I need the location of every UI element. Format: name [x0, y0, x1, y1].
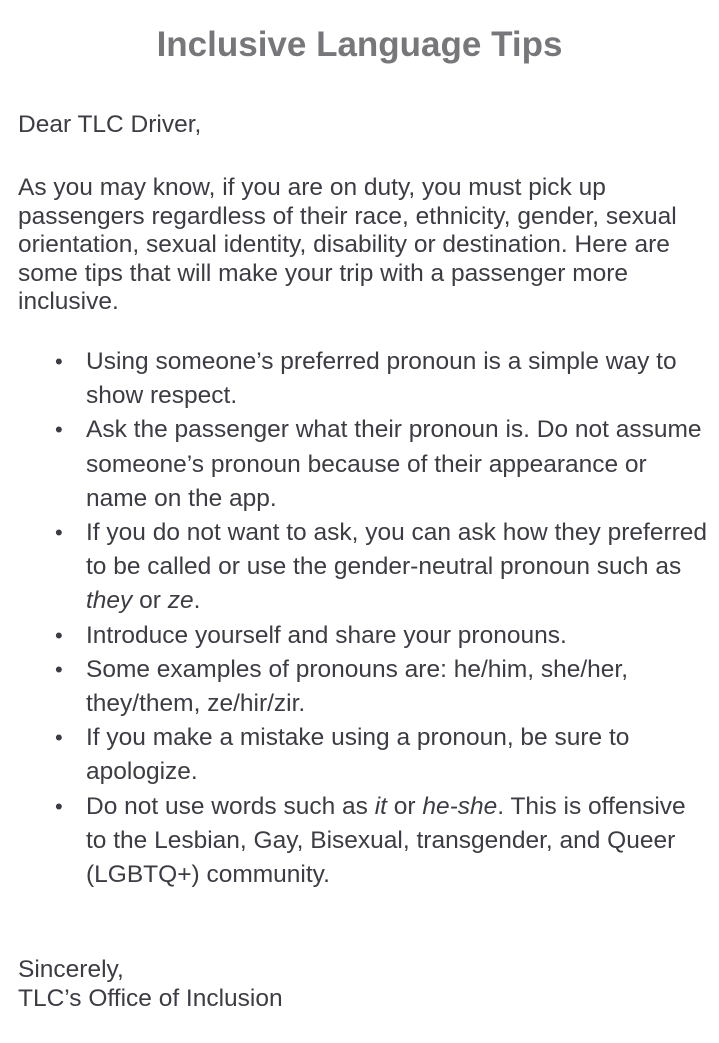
tip-emphasis: it [374, 792, 387, 820]
bullet-icon: • [55, 793, 63, 819]
tip-text: If you make a mistake using a pronoun, be sure to apologize. [86, 724, 630, 786]
tip-item [0, 345, 710, 413]
signoff: Sincerely, [18, 956, 124, 983]
tip-item [0, 516, 710, 619]
tip-text: Ask the passenger what their pronoun is. Do not assume someone’s pronoun because of their appearance or name on the app. [86, 416, 702, 512]
tip-text: Using someone’s preferred pronoun is a simple way to show respect. [86, 348, 677, 410]
bullet-icon: • [55, 417, 63, 443]
tip-item [0, 653, 710, 721]
page-title: Inclusive Language Tips [156, 25, 563, 64]
tip-text: . [193, 587, 201, 615]
tip-text: Some examples of pronouns are: he/him, she/her, they/them, ze/hir/zir. [86, 655, 629, 718]
tip-text: Do not use words such as [86, 792, 375, 820]
intro-paragraph: As you may know, if you are on duty, you must pick up passengers regardless of their race, ethnicity, gender, sexual orientation, sexual identity, disability or destination. Here are some tips that will make your trip with a passenger more inclusive. [18, 174, 677, 316]
tip-item [0, 619, 710, 653]
greeting: Dear TLC Driver, [18, 111, 202, 138]
signature: TLC’s Office of Inclusion [18, 985, 283, 1012]
tip-text: . This is offensive to the Lesbian, Gay, Bisexual, transgender, and Queer (LGBTQ+) community. [86, 792, 686, 889]
tip-text: or [132, 587, 168, 615]
tip-emphasis: ze [167, 587, 194, 615]
tip-item [0, 790, 710, 893]
tip-item [0, 721, 710, 789]
tip-emphasis: they [86, 587, 133, 615]
tip-text: or [386, 792, 423, 820]
tip-text: If you do not want to ask, you can ask how they preferred to be called or use the gender-neutral pronoun such as [86, 519, 708, 581]
bullet-icon: • [55, 622, 63, 648]
closing-block [18, 955, 283, 1013]
tip-item [0, 413, 710, 516]
bullet-icon: • [55, 349, 63, 374]
bullet-icon: • [55, 725, 63, 751]
tip-emphasis: he-she [422, 792, 498, 820]
bullet-icon: • [55, 520, 63, 546]
tip-text: Introduce yourself and share your pronouns. [86, 621, 567, 649]
tips-list [0, 345, 710, 892]
bullet-icon: • [55, 656, 63, 682]
